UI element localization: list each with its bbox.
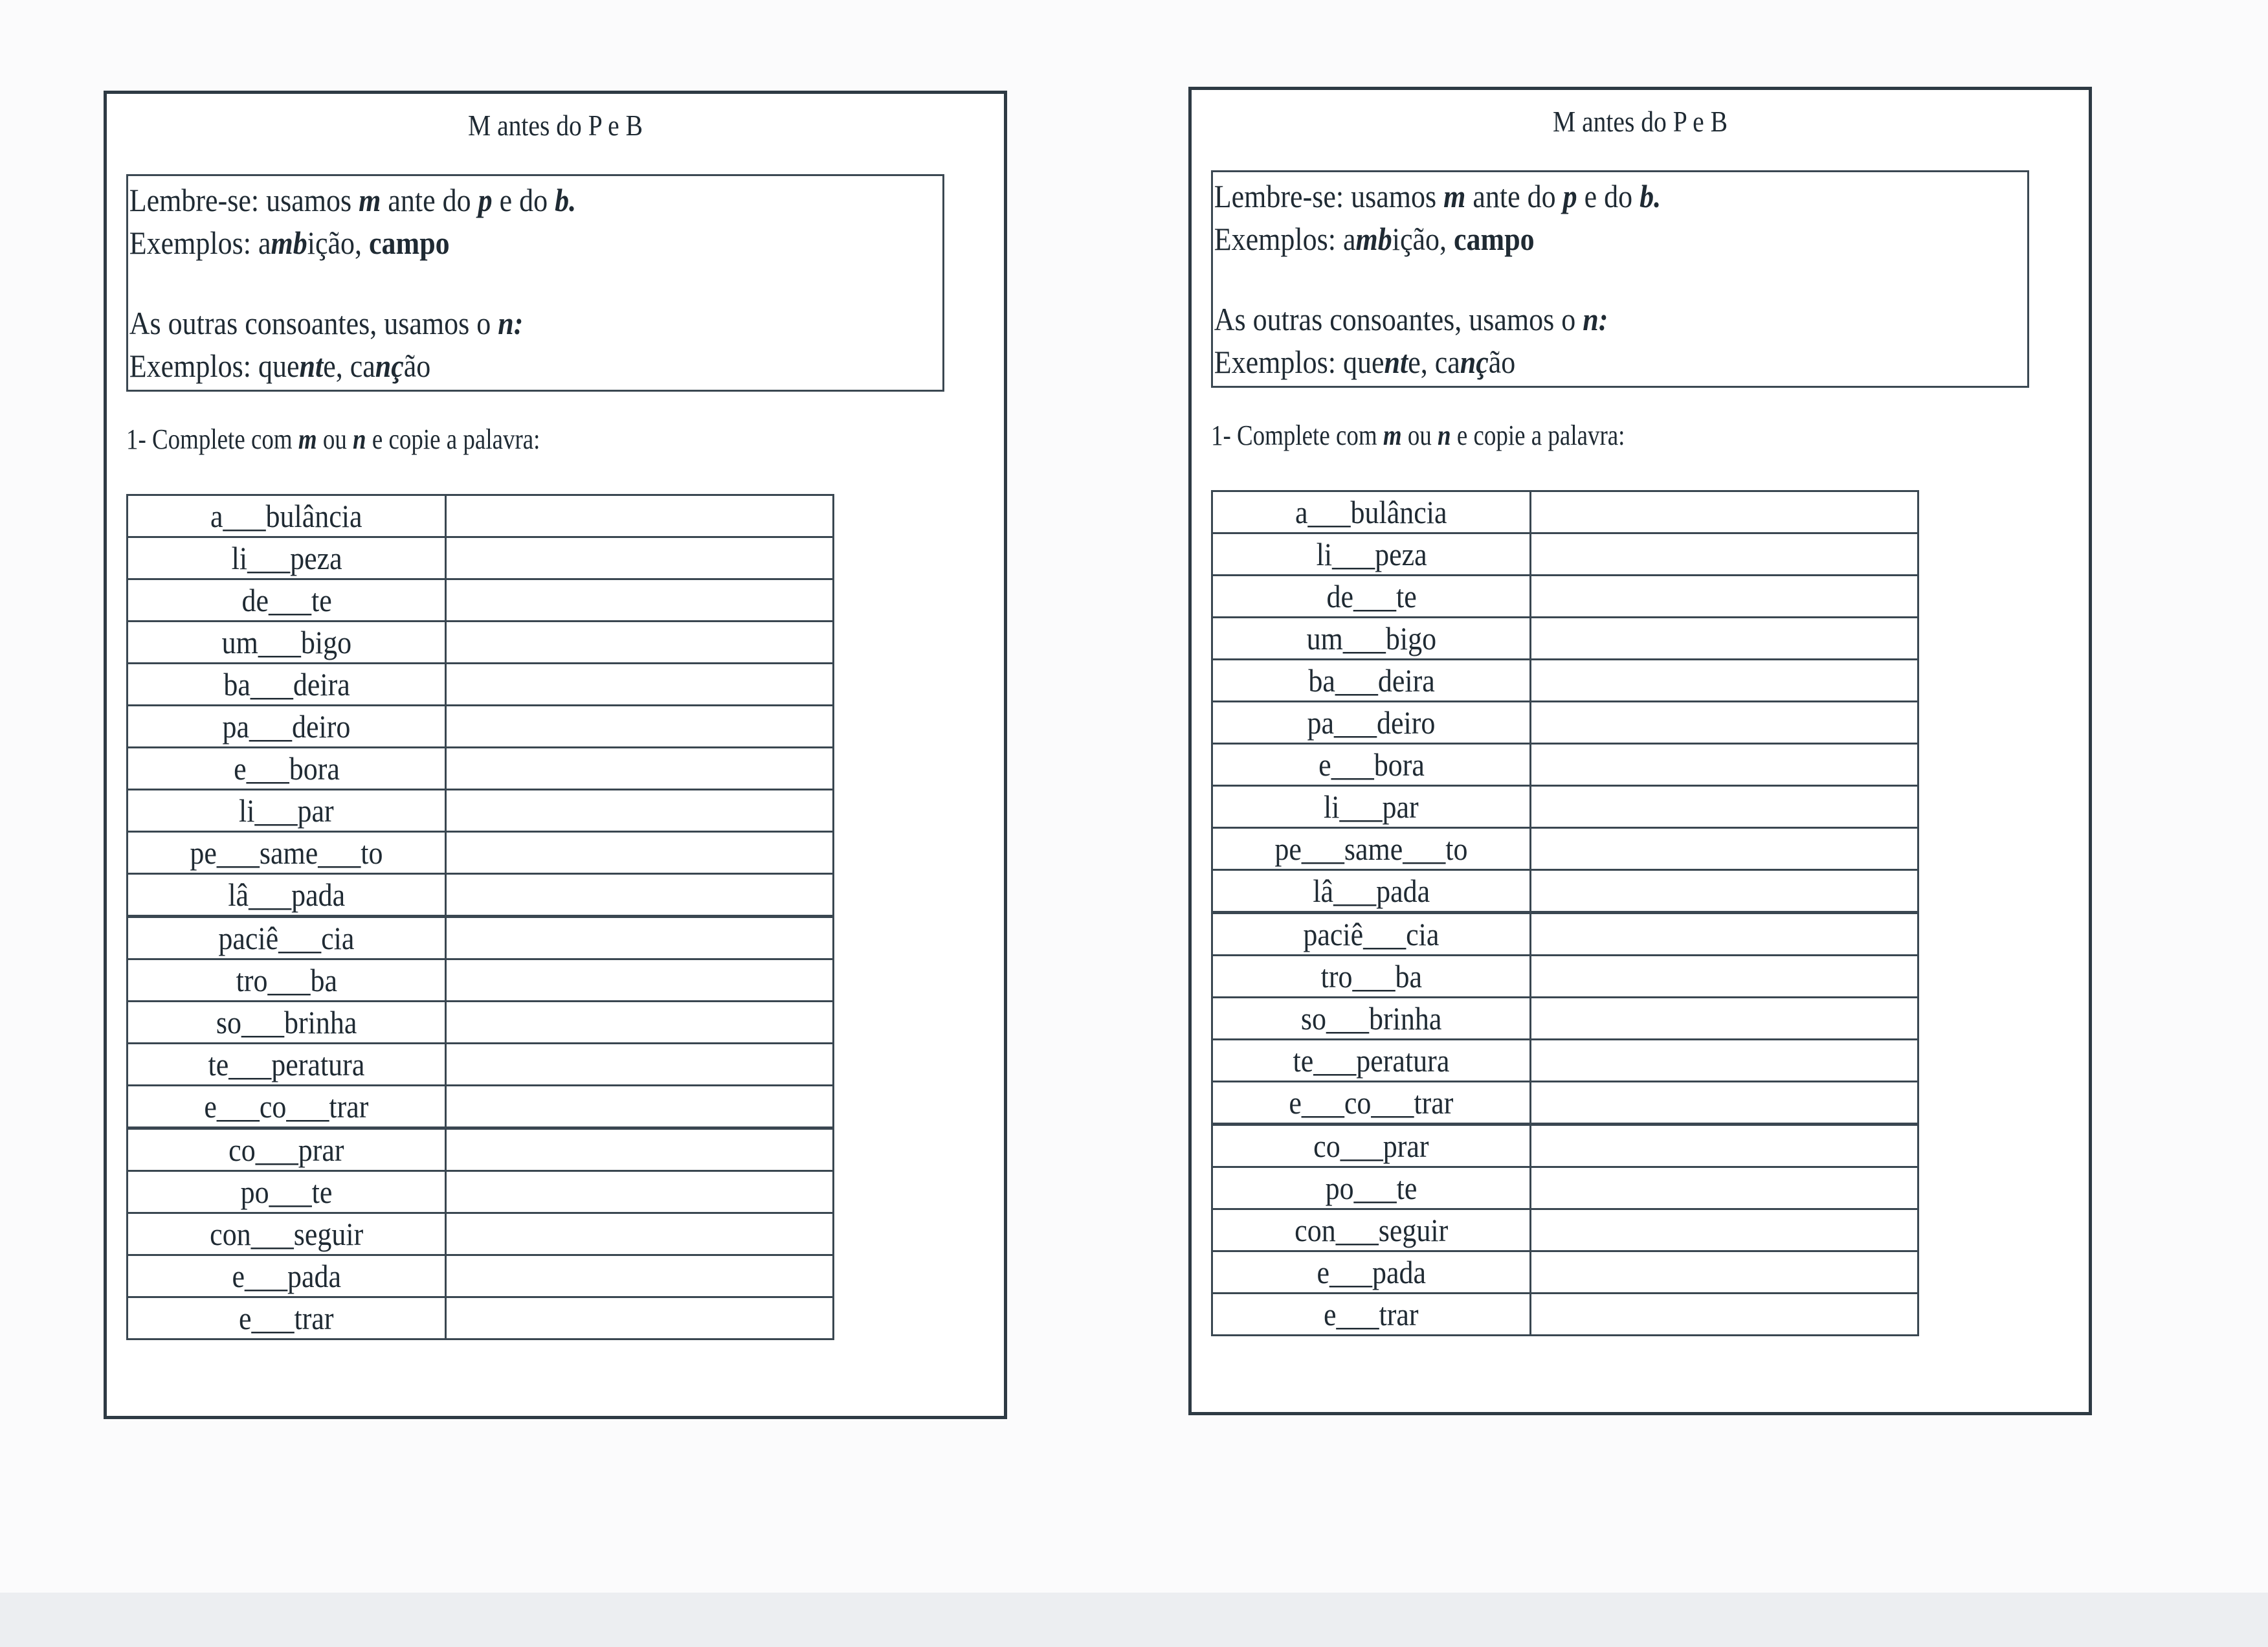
- table-row: [1212, 1082, 1918, 1125]
- table-row: [128, 1297, 834, 1339]
- word-text: te___peratura: [1293, 1042, 1450, 1079]
- copy-answer-cell[interactable]: [1531, 1251, 1918, 1294]
- word-cell: [128, 959, 446, 1002]
- worksheet-left: [104, 91, 1007, 1419]
- table-row: [1212, 786, 1918, 828]
- word-text: paciê___cia: [218, 920, 355, 956]
- copy-answer-cell[interactable]: [1531, 702, 1918, 744]
- copy-answer-cell[interactable]: [446, 1213, 834, 1255]
- word-text: lâ___pada: [1313, 873, 1430, 909]
- worksheet-right: [1188, 87, 2092, 1415]
- word-cell: [128, 1171, 446, 1213]
- table-row: [128, 706, 834, 748]
- copy-answer-cell[interactable]: [1531, 913, 1918, 956]
- table-row: [1212, 618, 1918, 660]
- table-row: [128, 1086, 834, 1128]
- copy-answer-cell[interactable]: [1531, 870, 1918, 913]
- table-row: [128, 537, 834, 579]
- word-cell: [128, 1255, 446, 1297]
- copy-answer-cell[interactable]: [1531, 1209, 1918, 1251]
- table-row: [128, 790, 834, 832]
- word-text: co___prar: [1313, 1128, 1429, 1164]
- table-row: [128, 579, 834, 622]
- word-cell: [128, 537, 446, 579]
- word-cell: [1212, 660, 1531, 702]
- copy-answer-cell[interactable]: [446, 1044, 834, 1086]
- copy-answer-cell[interactable]: [446, 1255, 834, 1297]
- word-cell: [128, 874, 446, 917]
- worksheet-title: M antes do P e B: [468, 109, 643, 142]
- word-text: um___bigo: [221, 624, 351, 660]
- word-cell: [1212, 1167, 1531, 1209]
- copy-answer-cell[interactable]: [1531, 744, 1918, 786]
- table-row: [128, 664, 834, 706]
- word-text: e___co___trar: [1289, 1084, 1454, 1121]
- word-text: con___seguir: [1295, 1212, 1449, 1248]
- table-row: [1212, 744, 1918, 786]
- word-cell: [1212, 786, 1531, 828]
- exercise-instruction: 1- Complete com m ou n e copie a palavra:: [1211, 420, 1625, 451]
- word-text: de___te: [1326, 578, 1417, 614]
- word-text: e___trar: [239, 1300, 334, 1336]
- copy-answer-cell[interactable]: [446, 748, 834, 790]
- table-row: [128, 622, 834, 664]
- reminder-examples-m: Exemplos: ambição, campo: [1214, 221, 1535, 257]
- word-text: e___trar: [1324, 1296, 1419, 1332]
- table-row: [1212, 702, 1918, 744]
- word-text: li___par: [1324, 789, 1419, 825]
- table-row: [1212, 828, 1918, 870]
- table-row: [128, 748, 834, 790]
- word-text: tro___ba: [236, 962, 337, 998]
- word-cell: [128, 832, 446, 874]
- copy-answer-cell[interactable]: [446, 706, 834, 748]
- word-text: de___te: [241, 582, 332, 618]
- word-cell: [1212, 576, 1531, 618]
- reminder-rule: Lembre-se: usamos m ante do p e do b.: [1214, 178, 1662, 214]
- word-cell: [1212, 702, 1531, 744]
- word-text: paciê___cia: [1303, 916, 1440, 952]
- copy-answer-cell[interactable]: [446, 1171, 834, 1213]
- table-row: [1212, 956, 1918, 998]
- copy-answer-cell[interactable]: [446, 959, 834, 1002]
- copy-answer-cell[interactable]: [1531, 1167, 1918, 1209]
- word-table: [126, 494, 834, 1340]
- word-cell: [128, 1044, 446, 1086]
- table-row: [128, 832, 834, 874]
- word-cell: [1212, 533, 1531, 576]
- table-row: [128, 1128, 834, 1171]
- word-text: so___brinha: [1300, 1000, 1442, 1036]
- word-cell: [128, 1128, 446, 1171]
- table-row: [1212, 491, 1918, 533]
- word-text: co___prar: [228, 1132, 344, 1168]
- word-cell: [1212, 618, 1531, 660]
- word-text: e___bora: [233, 750, 340, 787]
- word-cell: [1212, 1040, 1531, 1082]
- word-cell: [128, 579, 446, 622]
- table-row: [128, 1171, 834, 1213]
- table-row: [128, 495, 834, 537]
- word-text: te___peratura: [208, 1046, 365, 1082]
- table-row: [1212, 913, 1918, 956]
- word-text: pe___same___to: [1274, 831, 1468, 867]
- copy-answer-cell[interactable]: [446, 1128, 834, 1171]
- table-row: [1212, 533, 1918, 576]
- word-text: po___te: [1325, 1170, 1418, 1206]
- word-text: lâ___pada: [228, 877, 346, 913]
- table-row: [128, 917, 834, 959]
- table-row: [1212, 1167, 1918, 1209]
- copy-answer-cell[interactable]: [446, 917, 834, 959]
- word-cell: [1212, 744, 1531, 786]
- copy-answer-cell[interactable]: [1531, 1082, 1918, 1125]
- word-cell: [128, 664, 446, 706]
- word-cell: [128, 748, 446, 790]
- table-row: [1212, 870, 1918, 913]
- copy-answer-cell[interactable]: [1531, 1040, 1918, 1082]
- word-cell: [128, 790, 446, 832]
- copy-answer-cell[interactable]: [446, 1002, 834, 1044]
- copy-answer-cell[interactable]: [1531, 1125, 1918, 1167]
- copy-answer-cell[interactable]: [1531, 956, 1918, 998]
- word-text: a___bulância: [1295, 494, 1447, 530]
- reminder-box: [126, 174, 944, 392]
- copy-answer-cell[interactable]: [1531, 618, 1918, 660]
- word-cell: [1212, 828, 1531, 870]
- word-text: pa___deiro: [222, 708, 351, 745]
- word-cell: [128, 495, 446, 537]
- word-cell: [128, 1213, 446, 1255]
- exercise-instruction: 1- Complete com m ou n e copie a palavra:: [126, 423, 540, 455]
- word-text: li___peza: [1316, 536, 1427, 572]
- word-cell: [128, 622, 446, 664]
- table-row: [1212, 998, 1918, 1040]
- word-cell: [1212, 491, 1531, 533]
- copy-answer-cell[interactable]: [1531, 660, 1918, 702]
- reminder-examples-n: Exemplos: quente, canção: [129, 348, 431, 384]
- word-text: e___pada: [1317, 1254, 1426, 1290]
- copy-answer-cell[interactable]: [446, 579, 834, 622]
- word-text: e___bora: [1318, 746, 1425, 783]
- copy-answer-cell[interactable]: [446, 622, 834, 664]
- table-row: [128, 1255, 834, 1297]
- copy-answer-cell[interactable]: [446, 790, 834, 832]
- word-cell: [1212, 1251, 1531, 1294]
- copy-answer-cell[interactable]: [446, 495, 834, 537]
- word-table: [1211, 490, 1919, 1336]
- word-cell: [1212, 998, 1531, 1040]
- copy-answer-cell[interactable]: [1531, 1294, 1918, 1336]
- table-row: [1212, 1040, 1918, 1082]
- scanner-edge: [0, 1593, 2268, 1647]
- copy-answer-cell[interactable]: [446, 1297, 834, 1339]
- word-text: so___brinha: [216, 1004, 357, 1040]
- reminder-examples-n: Exemplos: quente, canção: [1214, 344, 1516, 380]
- copy-answer-cell[interactable]: [446, 874, 834, 917]
- word-cell: [1212, 913, 1531, 956]
- table-row: [1212, 1209, 1918, 1251]
- word-text: e___co___trar: [204, 1088, 369, 1125]
- table-row: [1212, 1251, 1918, 1294]
- table-row: [1212, 576, 1918, 618]
- word-text: um___bigo: [1306, 620, 1436, 656]
- word-text: a___bulância: [210, 498, 362, 534]
- table-row: [1212, 1125, 1918, 1167]
- reminder-rule: Lembre-se: usamos m ante do p e do b.: [129, 182, 577, 218]
- word-cell: [128, 917, 446, 959]
- word-cell: [128, 706, 446, 748]
- copy-answer-cell[interactable]: [1531, 998, 1918, 1040]
- table-row: [1212, 1294, 1918, 1336]
- word-text: pe___same___to: [190, 835, 383, 871]
- word-text: li___peza: [231, 540, 342, 576]
- word-cell: [128, 1002, 446, 1044]
- word-cell: [1212, 1209, 1531, 1251]
- reminder-rule-n: As outras consoantes, usamos o n:: [1214, 301, 1608, 337]
- copy-answer-cell[interactable]: [1531, 828, 1918, 870]
- reminder-examples-m: Exemplos: ambição, campo: [129, 225, 450, 261]
- reminder-rule-n: As outras consoantes, usamos o n:: [129, 305, 524, 341]
- word-text: pa___deiro: [1307, 704, 1436, 741]
- copy-answer-cell[interactable]: [1531, 786, 1918, 828]
- word-text: li___par: [239, 792, 335, 829]
- copy-answer-cell[interactable]: [1531, 533, 1918, 576]
- table-row: [128, 874, 834, 917]
- word-text: tro___ba: [1320, 958, 1422, 994]
- word-text: e___pada: [232, 1258, 341, 1294]
- table-row: [128, 959, 834, 1002]
- table-row: [128, 1002, 834, 1044]
- word-text: po___te: [240, 1174, 333, 1210]
- table-row: [1212, 660, 1918, 702]
- word-cell: [128, 1086, 446, 1128]
- reminder-box: [1211, 170, 2029, 388]
- copy-answer-cell[interactable]: [446, 832, 834, 874]
- word-text: con___seguir: [210, 1216, 364, 1252]
- word-cell: [1212, 956, 1531, 998]
- table-row: [128, 1044, 834, 1086]
- word-text: ba___deira: [223, 666, 350, 702]
- copy-answer-cell[interactable]: [1531, 576, 1918, 618]
- word-cell: [1212, 1125, 1531, 1167]
- word-text: ba___deira: [1307, 662, 1435, 699]
- copy-answer-cell[interactable]: [446, 537, 834, 579]
- copy-answer-cell[interactable]: [446, 664, 834, 706]
- worksheet-title: M antes do P e B: [1553, 105, 1728, 138]
- word-cell: [1212, 870, 1531, 913]
- word-cell: [128, 1297, 446, 1339]
- word-cell: [1212, 1294, 1531, 1336]
- copy-answer-cell[interactable]: [446, 1086, 834, 1128]
- word-cell: [1212, 1082, 1531, 1125]
- copy-answer-cell[interactable]: [1531, 491, 1918, 533]
- table-row: [128, 1213, 834, 1255]
